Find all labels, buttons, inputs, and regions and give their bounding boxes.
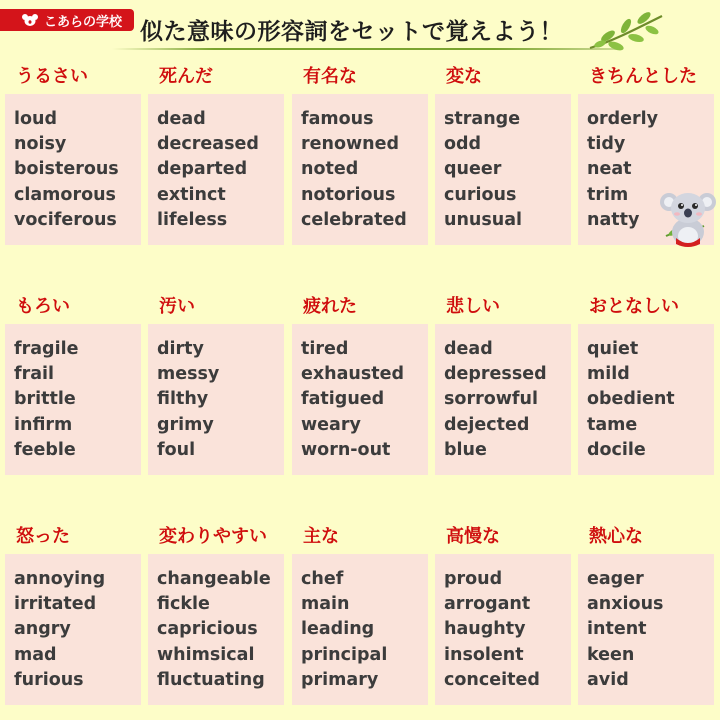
word-item: fickle: [157, 594, 210, 614]
group-heading: 死んだ: [159, 66, 213, 87]
word-item: insolent: [444, 645, 524, 665]
word-item: unusual: [444, 210, 523, 230]
word-item: proud: [444, 569, 503, 589]
group-heading: 熱心な: [589, 526, 643, 547]
word-card: [5, 554, 141, 705]
group-heading: 変な: [446, 66, 482, 87]
word-item: frail: [14, 364, 55, 384]
word-item: departed: [157, 159, 248, 179]
group-heading: おとなしい: [589, 296, 679, 317]
word-item: main: [301, 594, 350, 614]
word-item: conceited: [444, 670, 540, 690]
word-item: notorious: [301, 185, 396, 205]
word-item: changeable: [157, 569, 271, 589]
group-heading: 主な: [303, 526, 339, 547]
word-item: foul: [157, 440, 196, 460]
word-item: clamorous: [14, 185, 116, 205]
word-item: messy: [157, 364, 220, 384]
word-item: mad: [14, 645, 57, 665]
word-item: fatigued: [301, 389, 385, 409]
word-item: noted: [301, 159, 359, 179]
word-item: trim: [587, 185, 629, 205]
word-item: renowned: [301, 134, 400, 154]
word-item: capricious: [157, 619, 258, 639]
group-heading: 汚い: [159, 296, 195, 317]
word-item: grimy: [157, 415, 214, 435]
group-heading: 高慢な: [446, 526, 500, 547]
word-item: brittle: [14, 389, 76, 409]
word-item: mild: [587, 364, 630, 384]
group-heading: うるさい: [16, 66, 88, 87]
word-item: queer: [444, 159, 502, 179]
word-card: [148, 554, 284, 705]
word-item: eager: [587, 569, 644, 589]
title-underline: [112, 48, 622, 50]
word-item: chef: [301, 569, 344, 589]
word-item: whimsical: [157, 645, 255, 665]
group-heading: 悲しい: [446, 296, 500, 317]
word-item: feeble: [14, 440, 76, 460]
word-item: odd: [444, 134, 482, 154]
word-item: infirm: [14, 415, 73, 435]
word-item: celebrated: [301, 210, 407, 230]
word-item: loud: [14, 109, 58, 129]
word-card: [292, 94, 428, 245]
word-item: principal: [301, 645, 388, 665]
word-card: [5, 94, 141, 245]
page-title: 似た意味の形容詞をセットで覚えよう！: [140, 19, 563, 45]
word-item: blue: [444, 440, 487, 460]
word-item: dead: [157, 109, 206, 129]
word-item: boisterous: [14, 159, 119, 179]
word-item: avid: [587, 670, 629, 690]
word-item: worn-out: [301, 440, 391, 460]
word-card: [5, 324, 141, 475]
word-card: [292, 554, 428, 705]
word-card: [435, 554, 571, 705]
word-item: natty: [587, 210, 640, 230]
word-card: [292, 324, 428, 475]
word-item: angry: [14, 619, 71, 639]
word-item: depressed: [444, 364, 547, 384]
word-item: keen: [587, 645, 635, 665]
word-item: anxious: [587, 594, 664, 614]
word-card: [578, 554, 714, 705]
group-heading: 疲れた: [303, 296, 357, 317]
word-item: arrogant: [444, 594, 531, 614]
word-item: exhausted: [301, 364, 405, 384]
word-item: vociferous: [14, 210, 117, 230]
word-item: obedient: [587, 389, 675, 409]
word-card: [148, 94, 284, 245]
word-item: curious: [444, 185, 517, 205]
word-item: irritated: [14, 594, 97, 614]
word-item: tidy: [587, 134, 626, 154]
word-card: [148, 324, 284, 475]
word-item: fluctuating: [157, 670, 265, 690]
word-item: orderly: [587, 109, 659, 129]
word-item: docile: [587, 440, 646, 460]
group-heading: もろい: [16, 296, 70, 317]
badge-label: こあらの学校: [44, 14, 123, 30]
word-item: famous: [301, 109, 374, 129]
word-item: weary: [301, 415, 361, 435]
word-item: dead: [444, 339, 493, 359]
word-item: annoying: [14, 569, 106, 589]
word-item: noisy: [14, 134, 67, 154]
word-item: tame: [587, 415, 638, 435]
word-item: leading: [301, 619, 375, 639]
word-item: strange: [444, 109, 521, 129]
koala-mascot-icon: [660, 186, 716, 248]
word-item: filthy: [157, 389, 209, 409]
word-item: haughty: [444, 619, 526, 639]
word-item: sorrowful: [444, 389, 538, 409]
word-item: neat: [587, 159, 632, 179]
word-item: dirty: [157, 339, 204, 359]
leaf-branch-icon: [586, 10, 666, 54]
group-heading: 変わりやすい: [159, 526, 267, 547]
word-item: dejected: [444, 415, 530, 435]
group-heading: 有名な: [303, 66, 357, 87]
word-item: furious: [14, 670, 84, 690]
group-heading: 怒った: [16, 526, 70, 547]
word-item: tired: [301, 339, 349, 359]
word-item: primary: [301, 670, 379, 690]
word-card: [578, 324, 714, 475]
word-item: lifeless: [157, 210, 228, 230]
word-item: decreased: [157, 134, 259, 154]
group-heading: きちんとした: [589, 66, 697, 87]
school-badge: [0, 9, 134, 31]
word-card: [435, 94, 571, 245]
word-item: fragile: [14, 339, 79, 359]
word-item: intent: [587, 619, 647, 639]
word-item: quiet: [587, 339, 639, 359]
word-item: extinct: [157, 185, 226, 205]
word-card: [435, 324, 571, 475]
koala-face-icon: [22, 13, 38, 27]
